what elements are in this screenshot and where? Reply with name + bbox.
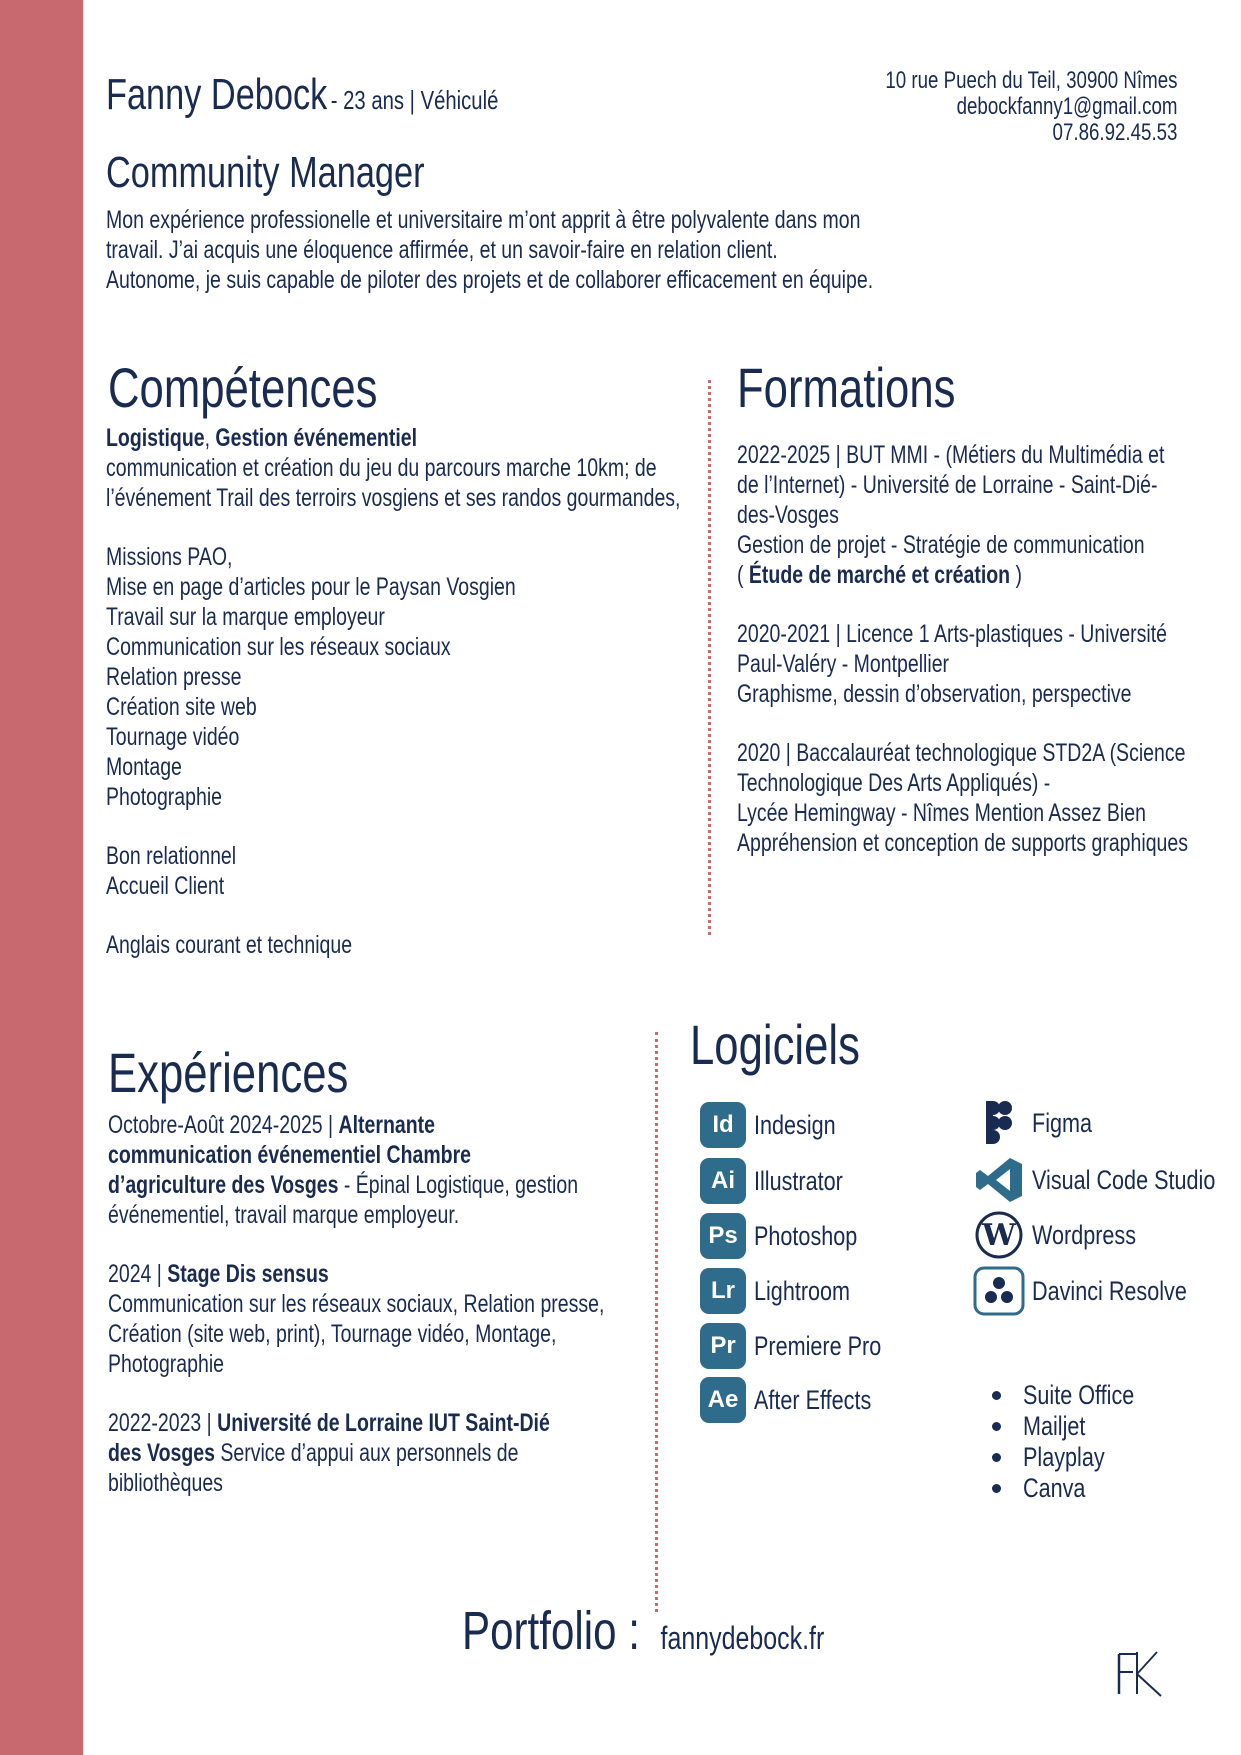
software-lightroom [700,1268,874,1314]
formation-line: Graphisme, dessin d’observation, perspective [737,680,1132,708]
mission-item: Communication sur les réseaux sociaux [106,633,451,661]
competence-line: communication et création du jeu du parcours marche 10km; de [106,454,657,482]
mission-item: Missions PAO, [106,543,233,571]
formation-line: des-Vosges [737,501,839,529]
software-label: Photoshop [754,1220,858,1251]
experience-bold: Alternante [338,1111,435,1139]
column-divider-top [708,380,711,935]
experience-text: Service d’appui aux personnels de [214,1439,519,1467]
summary-line: Autonome, je suis capable de piloter des projets et de collaborer efficacement en équipe. [106,266,874,294]
logiciels-title: Logiciels [690,1013,860,1076]
summary [106,205,873,295]
formation-line: 2020-2021 | Licence 1 Arts-plastiques - Université [737,620,1167,648]
experience-line [108,1140,604,1170]
competence-line: l’événement Trail des terroirs vosgiens et ses randos gourmandes, [106,484,681,512]
software-label: Wordpress [1032,1219,1137,1250]
bullet-icon [992,1422,1001,1431]
premiere-pro-icon: Pr [700,1323,746,1369]
software-label: Davinci Resolve [1032,1275,1187,1306]
competence-bold: Gestion événementiel [215,424,418,452]
paren: ) [1010,561,1023,589]
mission-item: Relation presse [106,663,242,691]
age-vehicle: - 23 ans | Véhiculé [330,85,499,115]
experience-line: Création (site web, print), Tournage vidéo, Montage, [108,1320,557,1348]
experience-date: 2024 | [108,1260,168,1288]
bullet-icon [992,1453,1001,1462]
list-item [992,1442,1162,1473]
software-illustrator [700,1158,865,1204]
experience-line [108,1170,604,1200]
mission-item: Création site web [106,693,257,721]
competences-heading [106,423,680,453]
experience-line: événementiel, travail marque employeur. [108,1201,460,1229]
formation-line [737,560,1188,590]
experience-line: bibliothèques [108,1469,223,1497]
competences-title: Compétences [108,356,378,419]
sidebar-accent-band [0,0,83,1755]
experience-line: Photographie [108,1350,225,1378]
software-premiere-pro [700,1323,913,1369]
fk-monogram-logo [1105,1648,1169,1700]
list-item-label: Playplay [1023,1442,1105,1472]
phone[interactable]: 07.86.92.45.53 [1052,119,1177,146]
experience-date: 2022-2023 | [108,1409,218,1437]
software-label: Figma [1032,1107,1093,1138]
software-after-effects [700,1377,901,1423]
formation-line: de l’Internet) - Université de Lorraine - Saint-Dié- [737,471,1158,499]
mission-item: Travail sur la marque employeur [106,603,385,631]
list-item-label: Canva [1023,1473,1086,1503]
competences-content [106,423,680,960]
software-davinci [972,1265,1226,1317]
paren: ( [737,561,749,589]
formations-content [737,440,1188,858]
address: 10 rue Puech du Teil, 30900 Nîmes [884,67,1177,94]
photoshop-icon: Ps [700,1213,746,1259]
formation-line: Appréhension et conception de supports graphiques [737,829,1188,857]
mission-item: Tournage vidéo [106,723,240,751]
mission-item: Montage [106,753,182,781]
column-divider-bottom [655,1032,658,1612]
list-item [992,1380,1162,1411]
software-label: Visual Code Studio [1032,1164,1216,1195]
experience-line [108,1259,604,1289]
bullet-icon [992,1484,1001,1493]
header-name-line [106,70,498,120]
experience-line [108,1408,604,1438]
experience-text: - Épinal Logistique, gestion [338,1171,579,1199]
software-label: After Effects [754,1384,872,1415]
software-indesign [700,1102,856,1148]
indesign-icon: Id [700,1102,746,1148]
experience-line: Communication sur les réseaux sociaux, Relation presse, [108,1290,605,1318]
formation-line: Technologique Des Arts Appliqués) - [737,769,1051,797]
formation-bold: Étude de marché et création [748,561,1011,589]
summary-line: Mon expérience professionelle et universitaire m’ont apprit à être polyvalente dans mon [106,206,861,234]
software-label: Indesign [754,1109,836,1140]
list-item-label: Mailjet [1023,1411,1086,1441]
figma-icon [972,1098,1026,1148]
experience-bold: des Vosges [108,1439,215,1467]
experiences-content [108,1110,604,1498]
contact-block [885,68,1177,146]
bullet-icon [992,1391,1001,1400]
experience-bold: d’agriculture des Vosges [108,1171,339,1199]
portfolio-link[interactable]: fannydebock.fr [660,1620,825,1656]
language-skill: Anglais courant et technique [106,931,353,959]
svg-text:W: W [982,1218,1016,1253]
formation-line: Lycée Hemingway - Nîmes Mention Assez Bien [737,799,1146,827]
mission-item: Photographie [106,783,223,811]
software-label: Illustrator [754,1165,843,1196]
lightroom-icon: Lr [700,1268,746,1314]
formation-line: 2022-2025 | BUT MMI - (Métiers du Multimédia et [737,441,1165,469]
experiences-title: Expériences [108,1041,349,1104]
software-wordpress [972,1210,1162,1260]
list-item [992,1411,1162,1442]
candidate-name: Fanny Debock [106,70,328,119]
wordpress-icon [972,1210,1026,1260]
list-item-label: Suite Office [1023,1380,1135,1410]
software-photoshop [700,1213,883,1259]
experience-bold: Université de Lorraine IUT Saint-Dié [217,1409,550,1437]
formation-line: Gestion de projet - Stratégie de communication [737,531,1145,559]
experience-line [108,1438,604,1468]
davinci-resolve-icon [972,1266,1026,1316]
soft-skill: Bon relationnel [106,842,237,870]
vscode-icon [972,1155,1026,1205]
experience-bold: Stage Dis sensus [167,1260,329,1288]
formation-line: Paul-Valéry - Montpellier [737,650,950,678]
after-effects-icon: Ae [700,1377,746,1423]
other-tools-list [992,1380,1162,1504]
portfolio-label: Portfolio : [462,1601,640,1661]
experience-line [108,1110,604,1140]
soft-skill: Accueil Client [106,872,225,900]
formation-line: 2020 | Baccalauréat technologique STD2A (Science [737,739,1186,767]
mission-item: Mise en page d’articles pour le Paysan Vosgien [106,573,516,601]
competence-bold: Logistique [106,424,205,452]
software-vscode [972,1155,1241,1205]
experience-date: Octobre-Août 2024-2025 | [108,1111,339,1139]
formations-title: Formations [737,356,956,419]
list-item [992,1473,1162,1504]
portfolio-line [462,1600,824,1662]
competence-sep: , [204,424,216,452]
experience-bold: communication événementiel Chambre [108,1141,472,1169]
summary-line: travail. J’ai acquis une éloquence affirmée, et un savoir-faire en relation client. [106,236,778,264]
illustrator-icon: Ai [700,1158,746,1204]
software-figma [972,1098,1107,1148]
software-label: Lightroom [754,1275,851,1306]
email[interactable]: debockfanny1@gmail.com [956,93,1177,120]
software-label: Premiere Pro [754,1330,882,1361]
job-title: Community Manager [106,148,425,197]
